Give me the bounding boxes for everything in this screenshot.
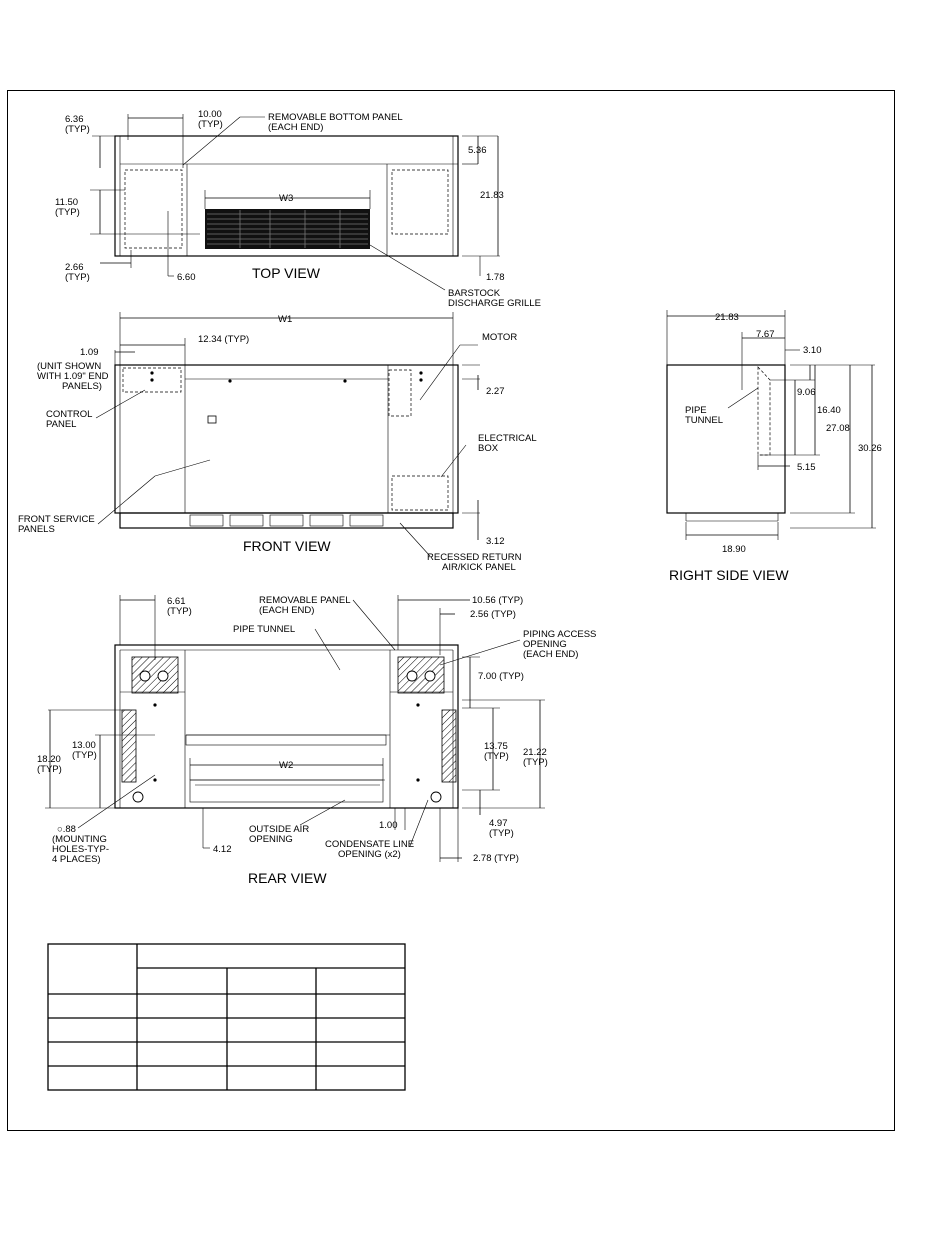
dim-6-60: 6.60 <box>177 272 196 283</box>
rear-dim-10-56: 10.56 (TYP) <box>472 595 524 606</box>
dim-2-66-typ: (TYP) <box>65 272 90 283</box>
outside-air-opening <box>190 780 383 802</box>
side-dim-30-26: 30.26 <box>858 443 882 454</box>
removable-bottom-panel-sub: (EACH END) <box>268 122 324 133</box>
dim-1-09: 1.09 <box>80 347 99 358</box>
front-service-label-1: FRONT SERVICE <box>18 514 95 525</box>
outside-air-label-2: OPENING <box>249 834 293 845</box>
top-view-title: TOP VIEW <box>252 265 320 281</box>
removable-panel-label-2: (EACH END) <box>259 605 315 616</box>
dim-21-83: 21.83 <box>480 190 504 201</box>
rear-dim-4-97-typ: (TYP) <box>489 828 514 839</box>
dim-6-36-typ: (TYP) <box>65 124 90 135</box>
mounting-label-1: ○.88 <box>57 824 76 835</box>
rear-dim-6-61-typ: (TYP) <box>167 606 192 617</box>
left-bottom-panel <box>125 170 182 248</box>
side-dim-16-40: 16.40 <box>817 405 841 416</box>
left-piping-access <box>132 657 178 693</box>
rear-dim-13-75: 13.75 <box>484 741 508 752</box>
rear-dim-6-61: 6.61 <box>167 596 186 607</box>
side-dim-9-06: 9.06 <box>797 387 816 398</box>
dim-11-50: 11.50 <box>55 197 79 208</box>
rear-dim-4-12: 4.12 <box>213 844 232 855</box>
recessed-label-2: AIR/KICK PANEL <box>442 562 516 573</box>
dim-6-36: 6.36 <box>65 114 84 125</box>
right-piping-access <box>398 657 444 693</box>
rear-dim-18-20: 18.20 <box>37 754 61 765</box>
pipe-tunnel-label-2: TUNNEL <box>685 415 724 426</box>
rear-dim-18-20-typ: (TYP) <box>37 764 62 775</box>
side-view-outline <box>667 365 785 513</box>
dim-1-78: 1.78 <box>486 272 505 283</box>
mounting-label-4: 4 PLACES) <box>52 854 101 865</box>
dim-2-27: 2.27 <box>486 386 505 397</box>
motor-label: MOTOR <box>482 332 518 343</box>
dim-w1: W1 <box>278 314 293 325</box>
dim-w3: W3 <box>279 193 294 204</box>
dim-11-50-typ: (TYP) <box>55 207 80 218</box>
front-service-label-2: PANELS <box>18 524 55 535</box>
rear-dim-2-78: 2.78 (TYP) <box>473 853 519 864</box>
side-dim-27-08: 27.08 <box>826 423 850 434</box>
side-dim-18-90: 18.90 <box>722 544 746 555</box>
condensate-label-2: OPENING (x2) <box>338 849 401 860</box>
pipe-tunnel-rear-label: PIPE TUNNEL <box>233 624 296 635</box>
side-dim-7-67: 7.67 <box>756 329 775 340</box>
mounting-label-2: (MOUNTING <box>52 834 107 845</box>
rear-view <box>37 595 596 886</box>
right-side-view-title: RIGHT SIDE VIEW <box>669 567 789 583</box>
side-dim-3-10: 3.10 <box>803 345 822 356</box>
right-side-view <box>667 310 882 583</box>
electrical-box-label-1: ELECTRICAL <box>478 433 537 444</box>
rear-view-title: REAR VIEW <box>248 870 327 886</box>
unit-shown-1: (UNIT SHOWN <box>37 361 102 372</box>
dim-12-34: 12.34 (TYP) <box>198 334 250 345</box>
rear-dim-4-97: 4.97 <box>489 818 508 829</box>
rear-dim-w2: W2 <box>279 760 294 771</box>
dim-2-66: 2.66 <box>65 262 84 273</box>
piping-access-label-3: (EACH END) <box>523 649 579 660</box>
kick-panel-slots <box>190 515 383 526</box>
electrical-box-label-2: BOX <box>478 443 499 454</box>
rear-dim-21-22: 21.22 <box>523 747 547 758</box>
barstock-label: BARSTOCK <box>448 288 501 299</box>
front-view <box>18 312 537 573</box>
rear-dim-7-00: 7.00 (TYP) <box>478 671 524 682</box>
discharge-grille-label: DISCHARGE GRILLE <box>448 298 541 309</box>
pipe-tunnel-label-1: PIPE <box>685 405 707 416</box>
rear-dim-13-75-typ: (TYP) <box>484 751 509 762</box>
motor-outline <box>389 370 411 416</box>
side-dim-5-15: 5.15 <box>797 462 816 473</box>
piping-access-label-1: PIPING ACCESS <box>523 629 597 640</box>
top-view <box>55 109 541 309</box>
removable-bottom-panel-label: REMOVABLE BOTTOM PANEL <box>268 112 403 123</box>
electrical-box <box>392 476 448 510</box>
outside-air-label-1: OUTSIDE AIR <box>249 824 310 835</box>
unit-shown-3: PANELS) <box>62 381 102 392</box>
rear-dim-13-00: 13.00 <box>72 740 96 751</box>
dim-5-36: 5.36 <box>468 145 487 156</box>
pipe-tunnel-outline <box>758 367 770 455</box>
rear-dim-21-22-typ: (TYP) <box>523 757 548 768</box>
removable-panel-label-1: REMOVABLE PANEL <box>259 595 351 606</box>
unit-shown-2: WITH 1.09" END <box>37 371 109 382</box>
dimension-table <box>48 944 405 1090</box>
dim-10-00: 10.00 <box>198 109 222 120</box>
barstock-leader <box>370 245 445 290</box>
side-dim-21-83: 21.83 <box>715 312 739 323</box>
control-panel-label-2: PANEL <box>46 419 77 430</box>
dim-3-12: 3.12 <box>486 536 505 547</box>
front-view-title: FRONT VIEW <box>243 538 331 554</box>
right-bottom-panel <box>392 170 448 234</box>
mounting-label-3: HOLES-TYP- <box>52 844 110 855</box>
dim-10-00-typ: (TYP) <box>198 119 223 130</box>
control-panel-label-1: CONTROL <box>46 409 93 420</box>
front-fasteners <box>150 371 422 382</box>
condensate-label-1: CONDENSATE LINE <box>325 839 415 850</box>
recessed-label-1: RECESSED RETURN <box>427 552 522 563</box>
rear-dim-2-56: 2.56 (TYP) <box>470 609 516 620</box>
rear-dim-13-00-typ: (TYP) <box>72 750 97 761</box>
front-view-outline <box>115 365 458 513</box>
rear-dim-1-00: 1.00 <box>379 820 398 831</box>
piping-access-label-2: OPENING <box>523 639 567 650</box>
